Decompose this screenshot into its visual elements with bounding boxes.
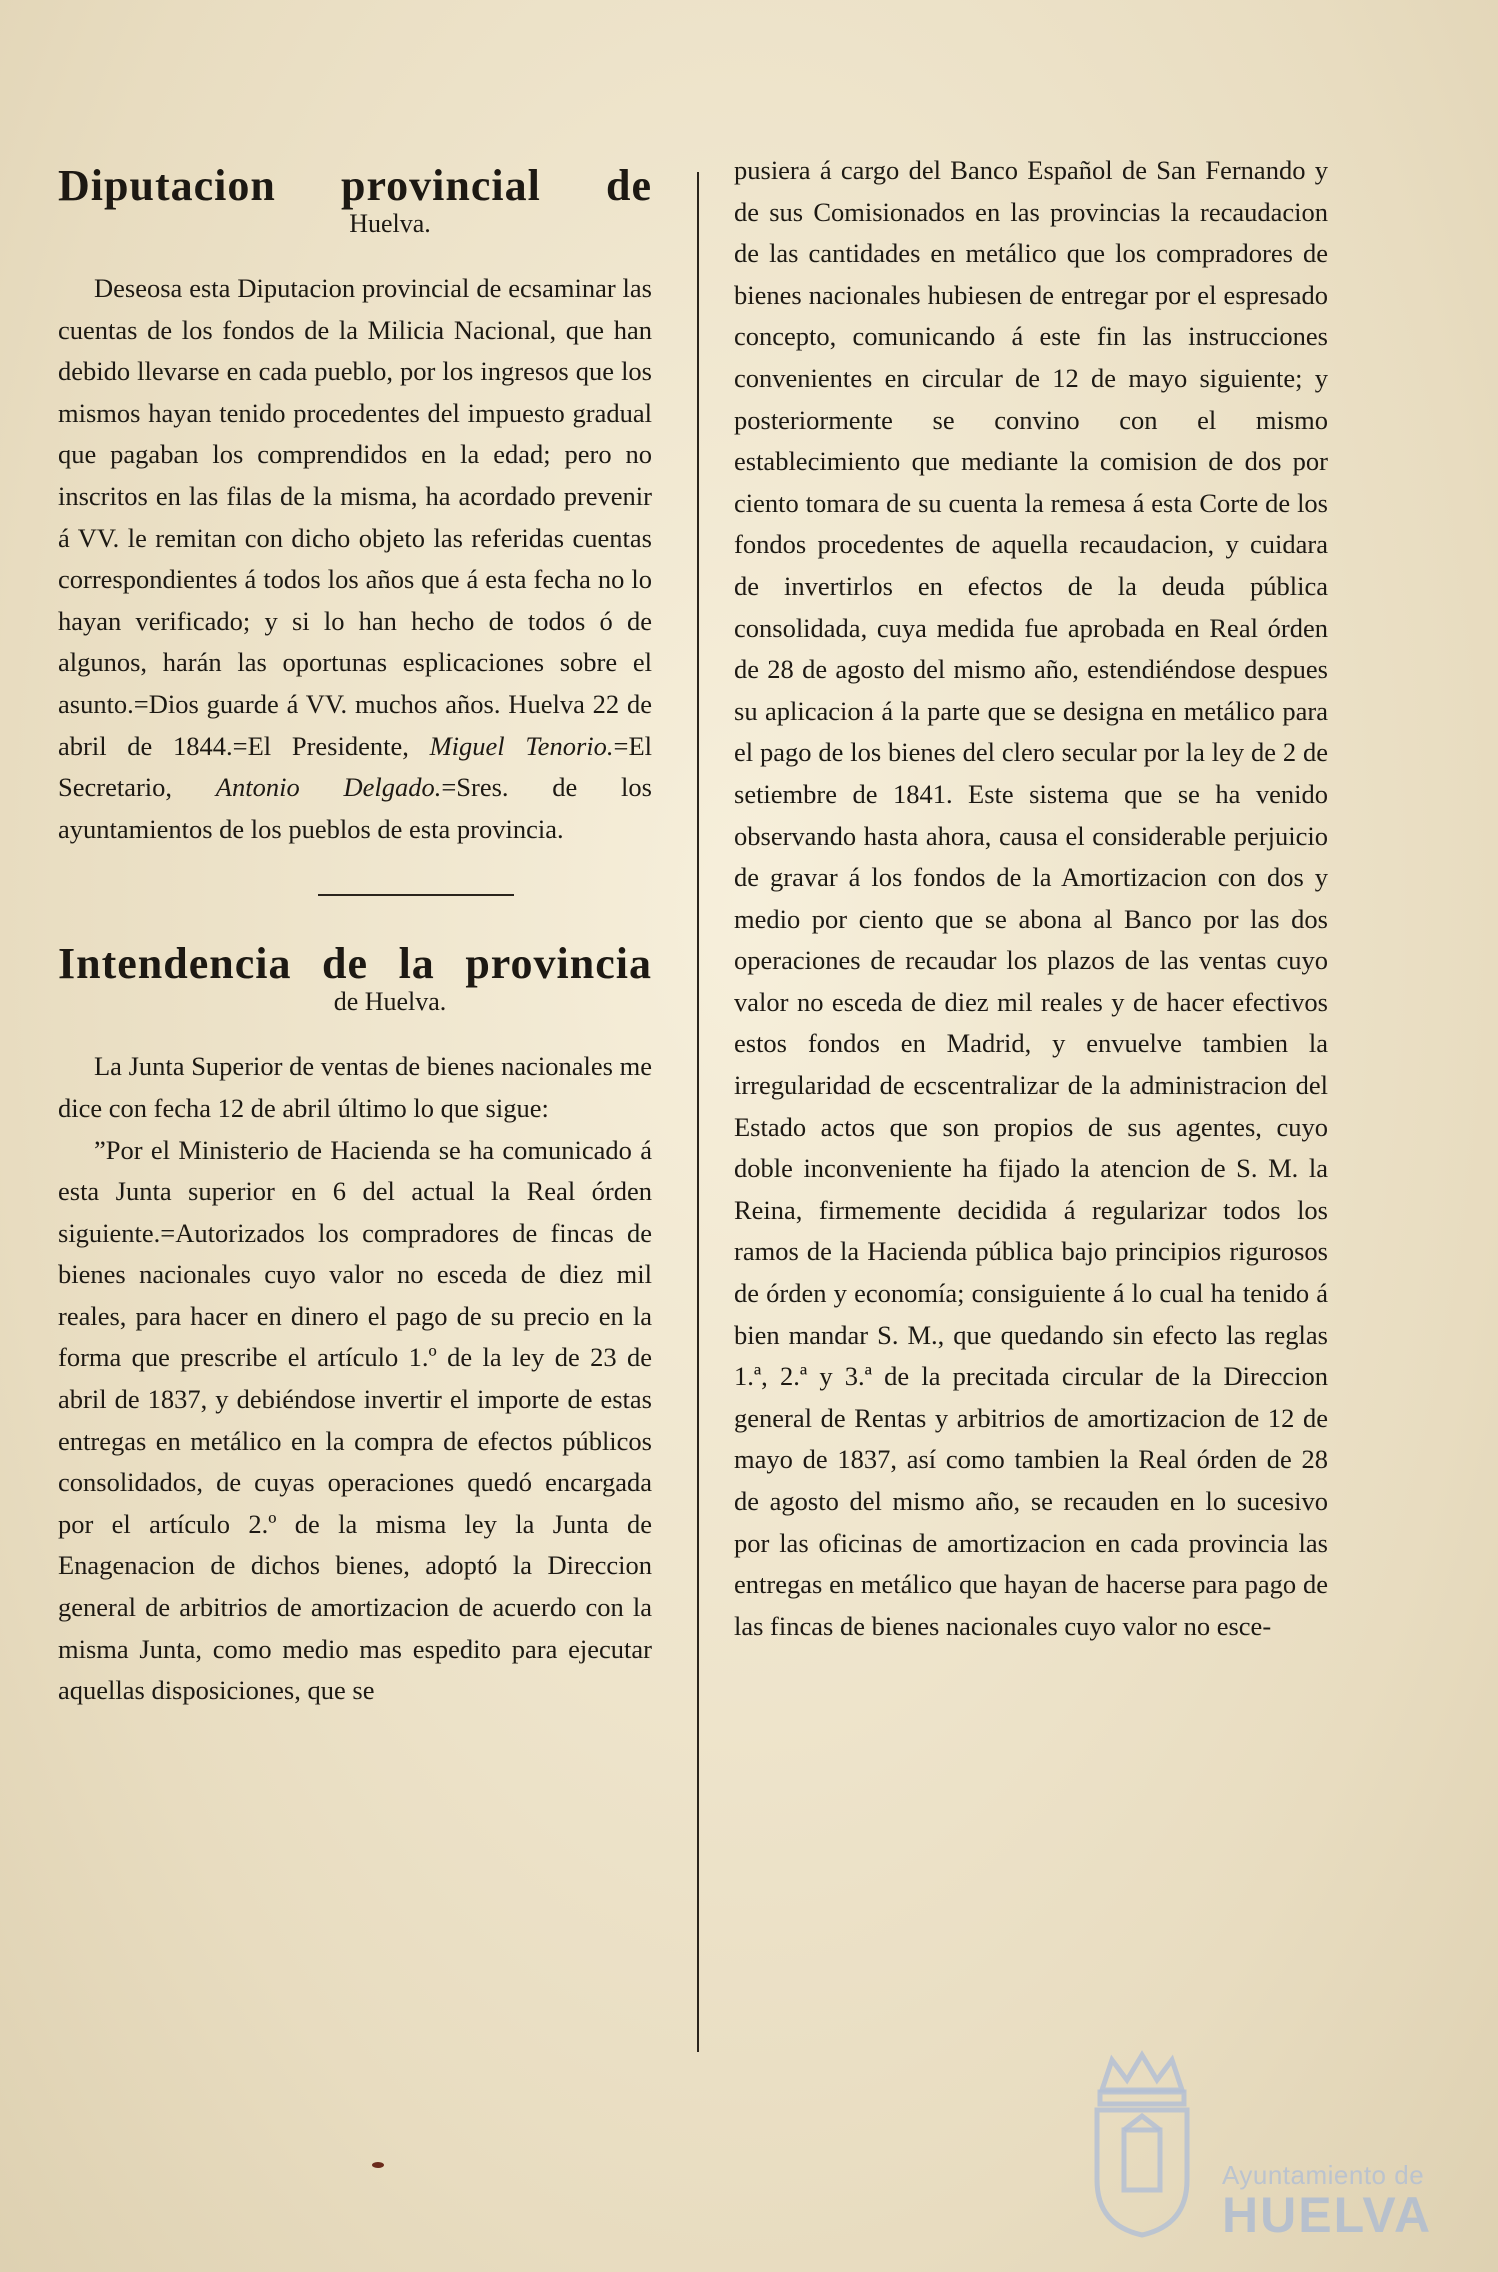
section-title-intendencia: Intendencia de la provincia: [58, 939, 652, 989]
diputacion-closing: =Sres. de los ayuntamientos de los pueblos de esta provincia.: [58, 772, 652, 844]
left-column: [58, 150, 652, 1712]
ink-speck: [372, 2162, 384, 2168]
archive-watermark: [1082, 2050, 1452, 2250]
section-subtitle-diputacion: Huelva.: [349, 209, 431, 238]
section-subtitle-intendencia: de Huelva.: [333, 987, 447, 1017]
secretary-label: =El Secretario,: [58, 730, 652, 803]
intendencia-intro: La Junta Superior de ventas de bienes nacionales me dice con fecha 12 de abril último lo que sigue:: [58, 1051, 652, 1123]
section-separator: [318, 894, 514, 896]
president-name: Miguel Tenorio.: [429, 730, 614, 761]
diputacion-body: Deseosa esta Diputacion provincial de ecsaminar las cuentas de los fondos de la Milicia Nacional, que han debido llevarse en cada pueblo, por los ingresos que los mismos hayan tenido procedentes del impuesto gradual que pagaban los comprendidos en la edad; pero no inscritos en las filas de la misma, ha acordado prevenir á VV. le remitan con dicho objeto las referidas cuentas correspondientes á todos los años que á esta fecha no lo hayan verificado; y si lo han hecho de todos ó de algunos, harán las oportunas esplicaciones sobre el asunto.=Dios guarde á VV. muchos años. Huelva 22 de abril de 1844.=El Presidente,: [58, 273, 652, 761]
crest-icon: [1082, 2050, 1202, 2240]
right-column-body: pusiera á cargo del Banco Español de San Fernando y de sus Comisionados en las provincias la recaudacion de las cantidades en metálico que los compradores de bienes nacionales hubiesen de entregar por el espresado concepto, comunicando á este fin las instrucciones convenientes en circular de 12 de mayo siguiente; y posteriormente se convino con el mismo establecimiento que mediante la comision de dos por ciento tomara de su cuenta la remesa á esta Corte de los fondos procedentes de aquella recaudacion, y cuidara de invertirlos en efectos de la deuda pública consolidada, cuya medida fue aprobada en Real órden de 28 de agosto del mismo año, estendiéndose despues su aplicacion á la parte que se designa en metálico para el pago de los bienes del clero secular por la ley de 2 de setiembre de 1841. Este sistema que se ha venido observando hasta ahora, causa el considerable perjuicio de gravar á los fondos de la Amortizacion con dos y medio por ciento que se abona al Banco por las dos operaciones de recaudar los plazos de las ventas cuyo valor no esceda de diez mil reales y de hacer efectivos estos fondos en Madrid, y envuelve tambien la irregularidad de ecscentralizar de la administracion del Estado actos que son propios de sus agentes, cuyo doble inconveniente ha fijado la atencion de S. M. la Reina, firmemente decidida á regularizar todos los ramos de la Hacienda pública bajo principios rigurosos de órden y economía; consiguiente á lo cual ha tenido á bien mandar S. M., que quedando sin efecto las reglas 1.ª, 2.ª y 3.ª de la precitada circular de la Direccion general de Rentas y arbitrios de amortizacion de 12 de mayo de 1837, así como tambien la Real órden de 28 de agosto del mismo año, se recauden en lo sucesivo por las oficinas de amortizacion en cada provincia las entregas en metálico que hayan de hacerse para pago de las fincas de bienes nacionales cuyo valor no esce-: [734, 155, 1328, 1641]
right-column: [734, 150, 1328, 1647]
secretary-name: Antonio Delgado.: [215, 772, 442, 803]
diputacion-notice: [58, 268, 652, 850]
watermark-line2: HUELVA: [1222, 2187, 1433, 2243]
column-divider: [697, 172, 699, 2052]
section-title-diputacion: Diputacion provincial de: [58, 161, 652, 210]
intendencia-body: ”Por el Ministerio de Hacienda se ha comunicado á esta Junta superior en 6 del actual la Real órden siguiente.=Autorizados los compradores de fincas de bienes nacionales cuyo valor no esceda de diez mil reales, para hacer en dinero el pago de su precio en la forma que prescribe el artículo 1.º de la ley de 23 de abril de 1837, y debiéndose invertir el importe de estas entregas en metálico en la compra de efectos públicos consolidados, de cuyas operaciones quedó encargada por el artículo 2.º de la misma ley la Junta de Enagenacion de dichos bienes, adoptó la Direccion general de arbitrios de amortizacion de acuerdo con la misma Junta, como medio mas espedito para ejecutar aquellas disposiciones, que se: [58, 1134, 652, 1706]
watermark-line1: Ayuntamiento de: [1222, 2160, 1425, 2190]
